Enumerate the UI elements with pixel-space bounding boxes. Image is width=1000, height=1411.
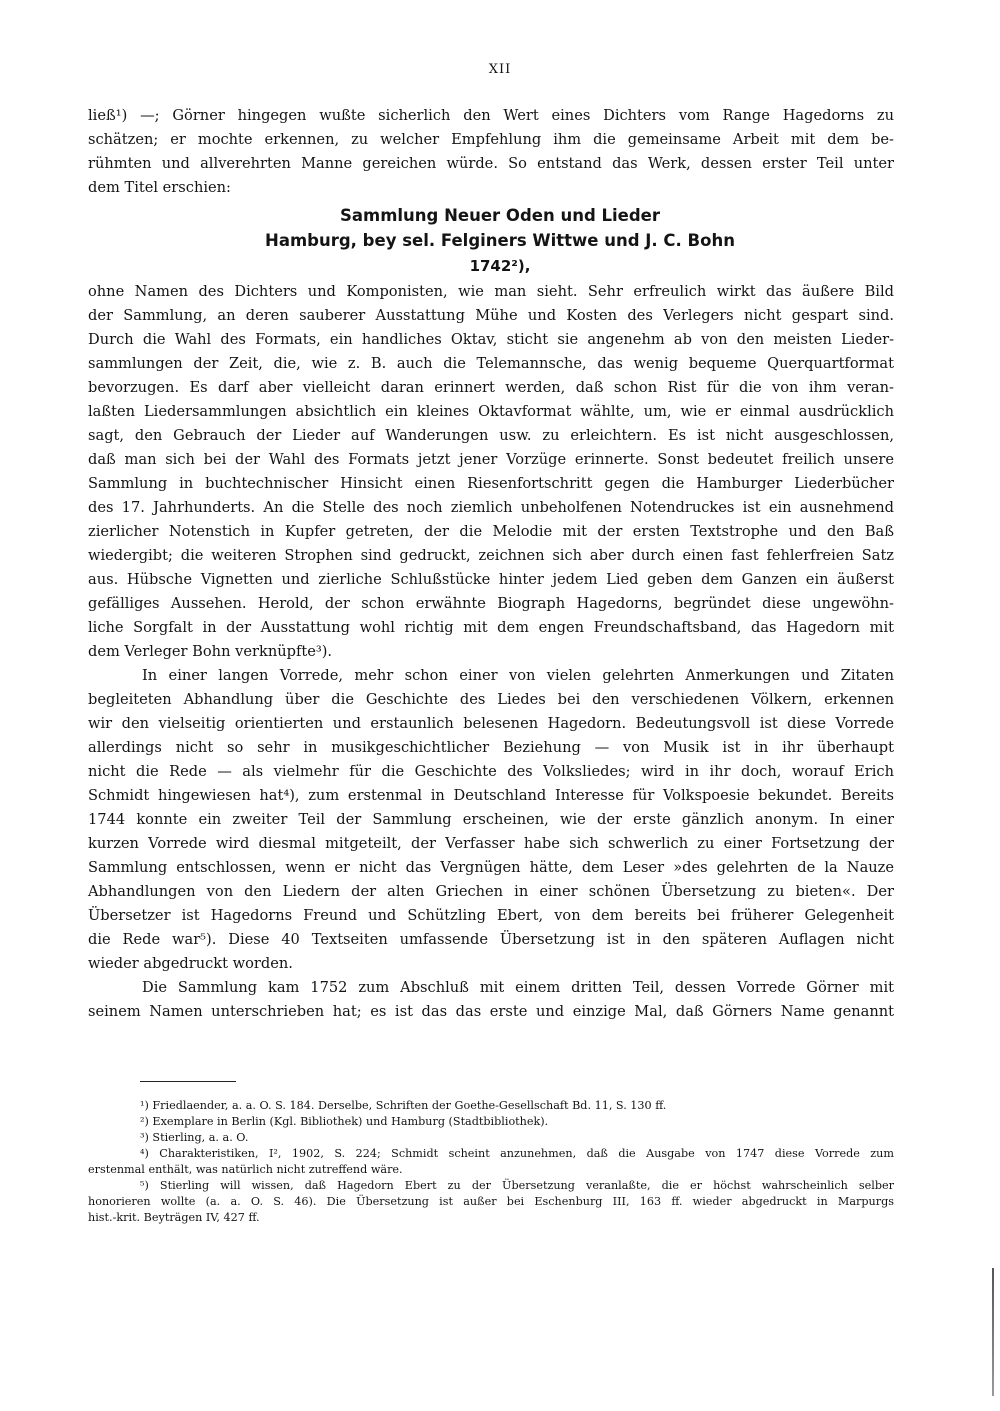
para2-line: sammlungen der Zeit, die, wie z. B. auch die Telemannsche, das wenig bequeme Querquartformat: [88, 355, 894, 372]
para3-line: nicht die Rede — als vielmehr für die Geschichte des Volksliedes; wird in ihr doch, worauf Erich: [88, 763, 894, 780]
para2-line: ohne Namen des Dichters und Komponisten, wie man sieht. Sehr erfreulich wirkt das äußere Bild: [88, 283, 894, 300]
para3-line: kurzen Vorrede wird diesmal mitgeteilt, der Verfasser habe sich schwerlich zu einer Fortsetzung der: [88, 835, 894, 852]
footnote-line: ¹) Friedlaender, a. a. O. S. 184. Derselbe, Schriften der Goethe-Gesellschaft Bd. 11, S. 130 ff.: [140, 1099, 667, 1112]
page-number: XII: [488, 62, 512, 77]
para3-line: wieder abgedruckt worden.: [88, 955, 293, 972]
para3-line: In einer langen Vorrede, mehr schon einer von vielen gelehrten Anmerkungen und Zitaten: [142, 667, 894, 684]
para1-line: ließ¹) —; Görner hingegen wußte sicherlich den Wert eines Dichters vom Range Hagedorns zu: [88, 107, 894, 124]
footnote-line: ²) Exemplare in Berlin (Kgl. Bibliothek) und Hamburg (Stadtbibliothek).: [140, 1115, 549, 1128]
para3-line: begleiteten Abhandlung über die Geschichte des Liedes bei den verschiedenen Völkern, erkennen: [88, 691, 894, 708]
footnote-line: erstenmal enthält, was natürlich nicht zutreffend wäre.: [88, 1163, 403, 1176]
footnote-line: ⁵) Stierling will wissen, daß Hagedorn Ebert zu der Übersetzung veranlaßte, die er höchst wahrscheinlich selber: [140, 1179, 894, 1192]
para1-line: schätzen; er mochte erkennen, zu welcher Empfehlung ihm die gemeinsame Arbeit mit dem be-: [88, 131, 894, 148]
para1-line: dem Titel erschien:: [88, 179, 231, 196]
footnote-rule: [140, 1081, 236, 1082]
para4-line: seinem Namen unterschrieben hat; es ist das das erste und einzige Mal, daß Görners Name genannt: [88, 1003, 894, 1020]
para2-line: aus. Hübsche Vignetten und zierliche Schlußstücke hinter jedem Lied geben dem Ganzen ein äußerst: [88, 571, 894, 588]
footnote-line: hist.-krit. Beyträgen IV, 427 ff.: [88, 1211, 260, 1224]
footnote-line: ⁴) Charakteristiken, I², 1902, S. 224; Schmidt scheint anzunehmen, daß die Ausgabe von 1747 diese Vorrede zum: [140, 1147, 894, 1160]
para2-line: daß man sich bei der Wahl des Formats jetzt jener Vorzüge erinnerte. Sonst bedeutet freilich unsere: [88, 451, 894, 468]
para3-line: die Rede war⁵). Diese 40 Textseiten umfassende Übersetzung ist in den späteren Auflagen nicht: [88, 931, 894, 948]
para3-line: 1744 konnte ein zweiter Teil der Sammlung erscheinen, wie der erste gänzlich anonym. In einer: [88, 811, 894, 828]
para2-line: Durch die Wahl des Formats, ein handliches Oktav, sticht sie angenehm ab von den meisten Lieder-: [88, 331, 894, 348]
title-line: 1742²),: [469, 257, 531, 275]
para2-line: sagt, den Gebrauch der Lieder auf Wanderungen usw. zu erleichtern. Es ist nicht ausgeschlossen,: [88, 427, 894, 444]
footnote-line: honorieren wollte (a. a. O. S. 46). Die Übersetzung ist außer bei Eschenburg III, 163 ff. wieder abgedruckt in Marpurgs: [88, 1195, 894, 1208]
para3-line: Übersetzer ist Hagedorns Freund und Schützling Ebert, von dem bereits bei früherer Gelegenheit: [88, 907, 894, 924]
para2-line: des 17. Jahrhunderts. An die Stelle des noch ziemlich unbeholfenen Notendruckes ist ein ausnehmend: [88, 499, 894, 516]
para2-line: laßten Liedersammlungen absichtlich ein kleines Oktavformat wählte, um, wie er einmal ausdrücklich: [88, 403, 894, 420]
para2-line: Sammlung in buchtechnischer Hinsicht einen Riesenfortschritt gegen die Hamburger Liederbücher: [88, 475, 894, 492]
footnote-line: ³) Stierling, a. a. O.: [140, 1131, 249, 1144]
title-line: Hamburg, bey sel. Felginers Wittwe und J. C. Bohn: [265, 231, 735, 250]
para2-line: zierlicher Notenstich in Kupfer getreten, der die Melodie mit der ersten Textstrophe und den Baß: [88, 523, 894, 540]
para2-line: wiedergibt; die weiteren Strophen sind gedruckt, zeichnen sich aber durch einen fast fehlerfreien Satz: [88, 547, 894, 564]
para3-line: wir den vielseitig orientierten und erstaunlich belesenen Hagedorn. Bedeutungsvoll ist diese Vorrede: [88, 715, 894, 732]
para2-line: bevorzugen. Es darf aber vielleicht daran erinnert werden, daß schon Rist für die von ihm veran-: [88, 379, 894, 396]
para4-line: Die Sammlung kam 1752 zum Abschluß mit einem dritten Teil, dessen Vorrede Görner mit: [142, 979, 894, 996]
para2-line: der Sammlung, an deren sauberer Ausstattung Mühe und Kosten des Verlegers nicht gespart sind.: [88, 307, 894, 324]
scan-edge-mark: [992, 1268, 994, 1396]
para3-line: Abhandlungen von den Liedern der alten Griechen in einer schönen Übersetzung zu bieten«. Der: [88, 883, 894, 900]
para3-line: Sammlung entschlossen, wenn er nicht das Vergnügen hätte, dem Leser »des gelehrten de la Nauze: [88, 859, 894, 876]
para2-line: liche Sorgfalt in der Ausstattung wohl richtig mit dem engen Freundschaftsband, das Hagedorn mit: [88, 619, 894, 636]
para2-line: dem Verleger Bohn verknüpfte³).: [88, 643, 333, 660]
title-line: Sammlung Neuer Oden und Lieder: [340, 206, 660, 225]
para3-line: allerdings nicht so sehr in musikgeschichtlicher Beziehung — von Musik ist in ihr überhaupt: [88, 739, 894, 756]
para1-line: rühmten und allverehrten Manne gereichen würde. So entstand das Werk, dessen erster Teil unter: [88, 155, 894, 172]
para3-line: Schmidt hingewiesen hat⁴), zum erstenmal in Deutschland Interesse für Volkspoesie bekundet. Bereits: [88, 787, 894, 804]
para2-line: gefälliges Aussehen. Herold, der schon erwähnte Biograph Hagedorns, begründet diese ungewöhn-: [88, 595, 894, 612]
